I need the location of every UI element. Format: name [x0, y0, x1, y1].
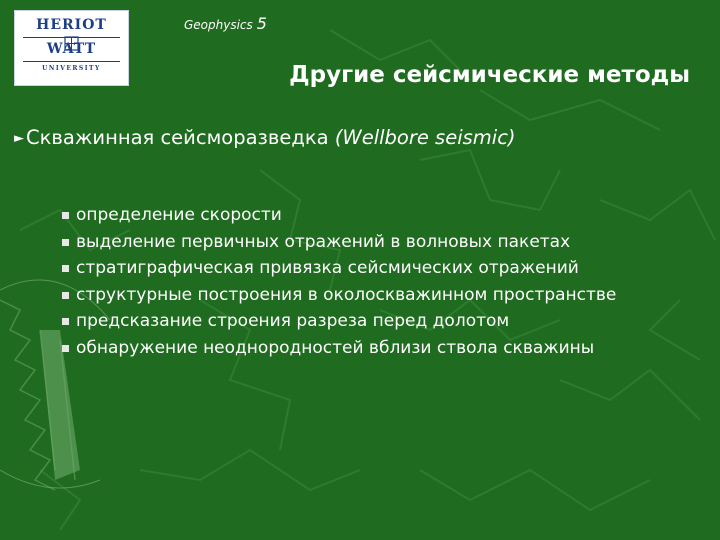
slide-title: Другие сейсмические методы: [289, 62, 690, 88]
list-item: [62, 257, 712, 281]
lead-text-en: (Wellbore seismic): [334, 126, 516, 149]
square-bullet-icon: [62, 265, 69, 272]
logo-text-university: UNIVERSITY: [42, 65, 101, 72]
list-item-text: выделение первичных отражений в волновых пакетах: [76, 231, 571, 252]
sub-bullet-list: [62, 204, 712, 363]
logo-text-heriot: HERIOT: [36, 17, 107, 33]
lead-text-ru: Скважинная сейсморазведка: [26, 126, 335, 149]
list-item-text: предсказание строения разреза перед долотом: [76, 311, 510, 331]
square-bullet-icon: [62, 239, 69, 246]
course-label: [184, 14, 267, 33]
course-name: Geophysics: [184, 18, 253, 32]
list-item: [62, 204, 712, 228]
lead-bullet-item: [14, 126, 516, 149]
logo-rule: [23, 61, 120, 62]
list-item-text: обнаружение неоднородностей вблизи ствола скважины: [76, 337, 595, 358]
square-bullet-icon: [62, 345, 69, 352]
list-item: [62, 337, 712, 361]
arrow-bullet-icon: ►: [14, 131, 24, 146]
list-item-text: структурные построения в околоскважинном пространстве: [76, 284, 617, 305]
square-bullet-icon: [62, 318, 69, 325]
university-logo: [14, 10, 129, 86]
list-item-text: определение скорости: [76, 205, 282, 225]
list-item: [62, 310, 712, 334]
square-bullet-icon: [62, 212, 69, 219]
list-item-text: стратиграфическая привязка сейсмических отражений: [76, 258, 579, 278]
list-item: [62, 231, 712, 255]
course-number: 5: [256, 14, 267, 33]
list-item: [62, 284, 712, 308]
square-bullet-icon: [62, 292, 69, 299]
logo-text-watt: WATT: [46, 41, 97, 57]
